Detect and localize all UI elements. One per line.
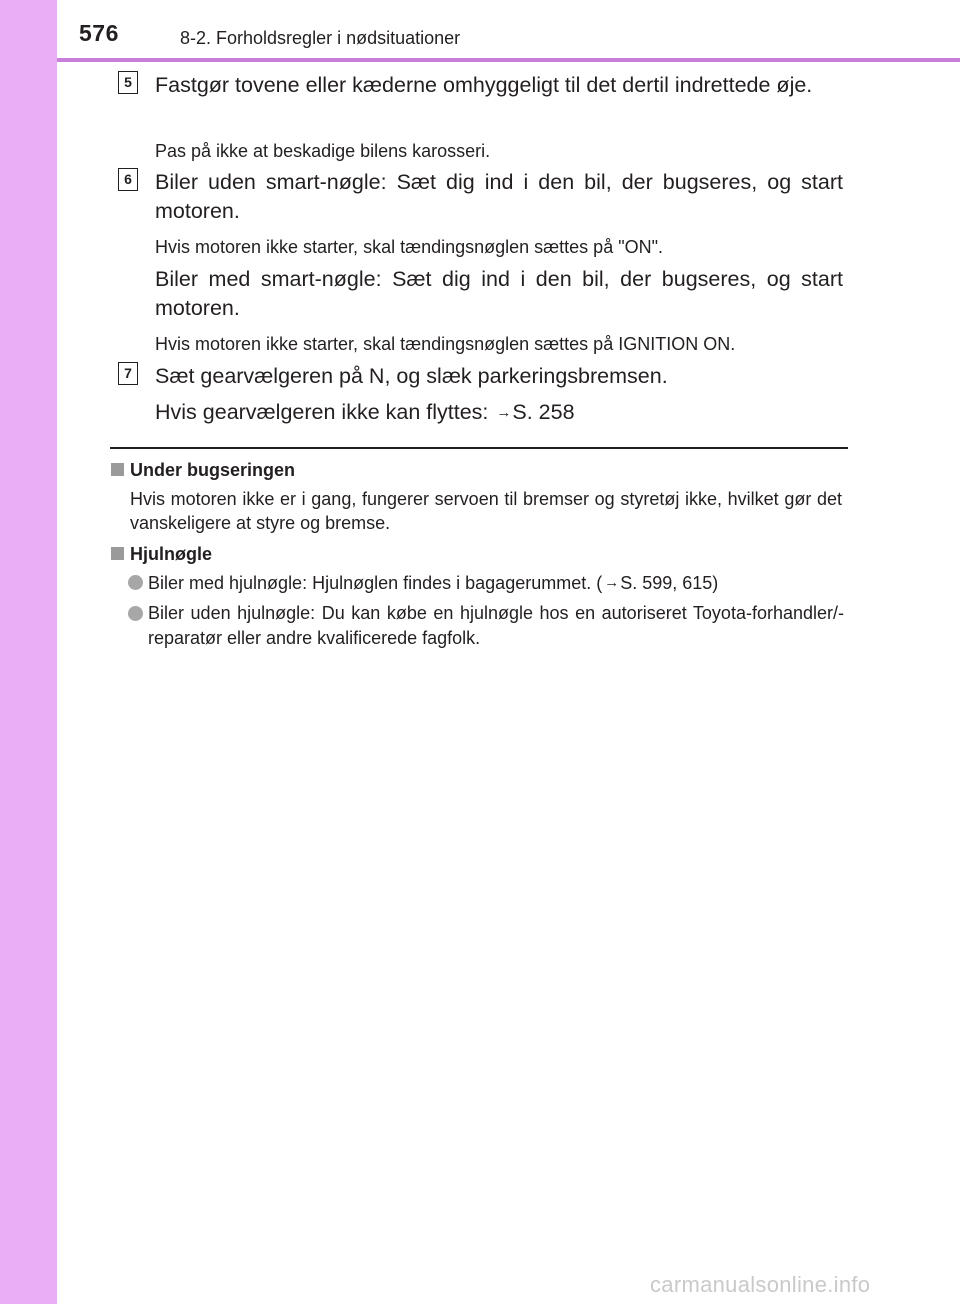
note-heading-towing [111,459,295,481]
bullet-text: Biler med hjulnøgle: Hjulnøglen findes i bagagerummet. ( [148,573,603,593]
step-number-5: 5 [118,71,138,94]
circle-bullet-icon [128,575,143,590]
square-bullet-icon [111,463,124,476]
side-tab-bar [0,0,57,1304]
circle-bullet-icon [128,606,143,621]
step-6-note-smart-key: Hvis motoren ikke starter, skal tændingsnøglen sættes på IGNITION ON. [155,334,736,354]
step-number-7: 7 [118,362,138,385]
step-7-text: Sæt gearvælgeren på N, og slæk parkeringsbremsen. [155,364,668,388]
step-5-text: Fastgør tovene eller kæderne omhyggeligt til det dertil indrettede øje. [155,73,813,97]
step-7-reference [155,398,843,427]
section-divider [110,447,848,449]
step-6-text-smart-key: Biler med smart-nøgle: Sæt dig ind i den bil, der bugseres, og start motoren. [155,267,843,320]
page-number: 576 [79,20,119,46]
watermark: carmanualsonline.info [650,1272,871,1297]
section-title: 8-2. Forholdsregler i nødsituationer [180,28,461,48]
note-heading-text: Hjulnøgle [130,544,212,564]
list-item [128,570,844,596]
arrow-right-icon: → [496,404,512,421]
note-body-towing: Hvis motoren ikke er i gang, fungerer servoen til bremser og styretøj ikke, hvilket gør det vanskeligere at styre og bremse. [130,489,842,533]
page-reference-link[interactable]: S. 599, 615) [620,573,719,593]
header-rule [57,58,960,62]
arrow-right-icon: → [604,574,620,591]
step-6-text: Biler uden smart-nøgle: Sæt dig ind i den bil, der bugseres, og start motoren. [155,170,843,223]
page-reference-link[interactable]: S. 258 [512,400,575,424]
note-heading-text: Under bugseringen [130,460,296,480]
step-6-note: Hvis motoren ikke starter, skal tændingsnøglen sættes på "ON". [155,237,663,257]
bullet-text: Biler uden hjulnøgle: Du kan købe en hjulnøgle hos en autoriseret Toyota-forhandler/-reparatør eller andre kvalificerede fagfolk. [148,603,844,648]
step-7-reference-prefix: Hvis gearvælgeren ikke kan flyttes: [155,400,495,424]
square-bullet-icon [111,547,124,560]
step-number-6: 6 [118,168,138,191]
step-5-note: Pas på ikke at beskadige bilens karosseri. [155,141,491,161]
list-item [128,601,844,651]
note-heading-wheel-wrench [111,543,212,565]
